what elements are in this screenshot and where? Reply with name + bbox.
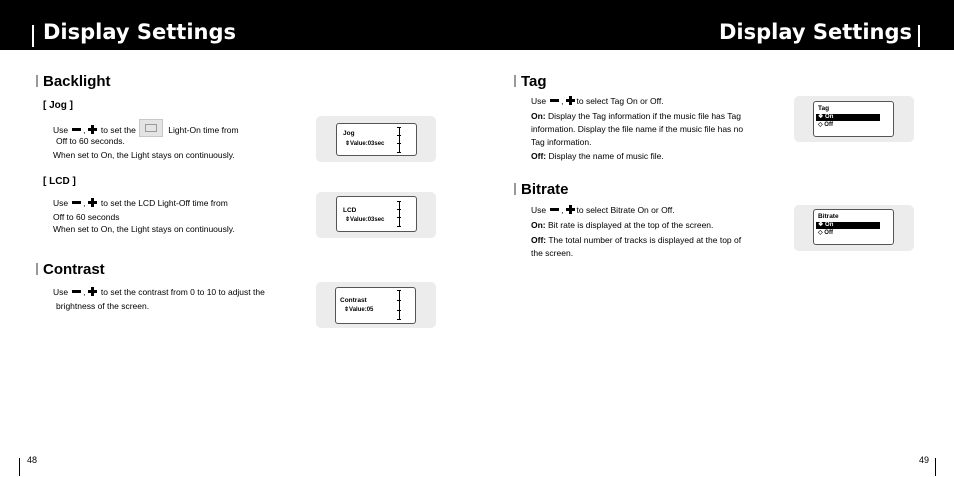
jog-screen-title: Jog — [343, 130, 355, 137]
left-page-title: Display Settings — [43, 20, 237, 44]
bitrate-screen-panel — [794, 205, 914, 251]
jog-label: [ Jog ] — [43, 100, 73, 111]
jog-line-1: Use , to set the Light-On time from — [53, 119, 239, 137]
minus-key-icon — [72, 201, 81, 204]
contrast-screen-panel — [316, 282, 436, 328]
tag-off-line-1: Off: Display the name of music file. — [531, 151, 664, 161]
lcd-level-scale — [397, 201, 403, 227]
bitrate-off-line-1: Off: The total number of tracks is displayed at the top of — [531, 235, 742, 245]
minus-key-icon — [550, 208, 559, 211]
bitrate-option-on: ❖ On — [816, 222, 880, 229]
minus-key-icon — [72, 128, 81, 131]
right-page-number: 49 — [919, 455, 930, 465]
lcd-screen-value: ⇕Value:03sec — [345, 217, 385, 223]
contrast-screen-title: Contrast — [340, 297, 367, 304]
bitrate-option-off: ◇ Off — [818, 230, 833, 236]
jog-level-scale — [397, 127, 403, 153]
backlight-button-icon — [139, 119, 163, 137]
tag-on-line-2: information. Display the file name if the music file has no — [531, 124, 744, 134]
bitrate-screen — [813, 209, 894, 245]
tag-option-on: ❖ On — [816, 114, 880, 121]
contrast-heading: Contrast — [36, 261, 105, 279]
left-page-margin-bar — [19, 458, 20, 476]
bitrate-screen-title: Bitrate — [818, 213, 839, 220]
left-page-number: 48 — [27, 455, 38, 465]
jog-screen-panel — [316, 116, 436, 162]
jog-line-2: Off to 60 seconds. — [56, 136, 125, 146]
header-right-bar — [918, 25, 920, 47]
lcd-screen-title: LCD — [343, 207, 357, 214]
lcd-line-3: When set to On, the Light stays on continuously. — [53, 224, 235, 234]
tag-line-1: Use , to select Tag On or Off. — [531, 96, 664, 106]
tag-screen — [813, 101, 894, 137]
contrast-line-2: brightness of the screen. — [56, 301, 150, 311]
plus-key-icon — [88, 287, 97, 296]
contrast-screen-value: ⇕Value:05 — [344, 307, 374, 313]
right-page-margin-bar — [935, 458, 936, 476]
tag-on-line-3: Tag information. — [531, 137, 592, 147]
tag-on-line-1: On: Display the Tag information if the music file has Tag — [531, 111, 741, 121]
page-header — [0, 0, 954, 50]
lcd-screen-panel — [316, 192, 436, 238]
contrast-level-scale — [397, 290, 403, 320]
header-left-bar — [32, 25, 34, 47]
lcd-label: [ LCD ] — [43, 176, 76, 187]
jog-screen-value: ⇕Value:03sec — [345, 141, 385, 147]
plus-key-icon — [88, 125, 97, 134]
jog-screen — [336, 123, 417, 156]
bitrate-line-1: Use , to select Bitrate On or Off. — [531, 205, 675, 215]
minus-key-icon — [72, 290, 81, 293]
tag-option-off: ◇ Off — [818, 122, 833, 128]
plus-key-icon — [88, 198, 97, 207]
lcd-screen — [336, 196, 417, 232]
bitrate-off-line-2: the screen. — [531, 248, 574, 258]
jog-line-3: When set to On, the Light stays on continuously. — [53, 150, 235, 160]
right-page-title: Display Settings — [718, 20, 912, 44]
tag-screen-title: Tag — [818, 105, 830, 112]
minus-key-icon — [550, 99, 559, 102]
lcd-line-1: Use , to set the LCD Light-Off time from — [53, 198, 228, 208]
backlight-heading: Backlight — [36, 73, 111, 91]
tag-screen-panel — [794, 96, 914, 142]
contrast-screen — [335, 287, 416, 324]
lcd-line-2: Off to 60 seconds — [53, 212, 120, 222]
bitrate-heading: Bitrate — [514, 181, 569, 199]
plus-key-icon — [566, 205, 575, 214]
bitrate-on-line-1: On: Bit rate is displayed at the top of the screen. — [531, 220, 714, 230]
tag-heading: Tag — [514, 73, 547, 91]
plus-key-icon — [566, 96, 575, 105]
contrast-line-1: Use , to set the contrast from 0 to 10 to adjust the — [53, 287, 265, 297]
